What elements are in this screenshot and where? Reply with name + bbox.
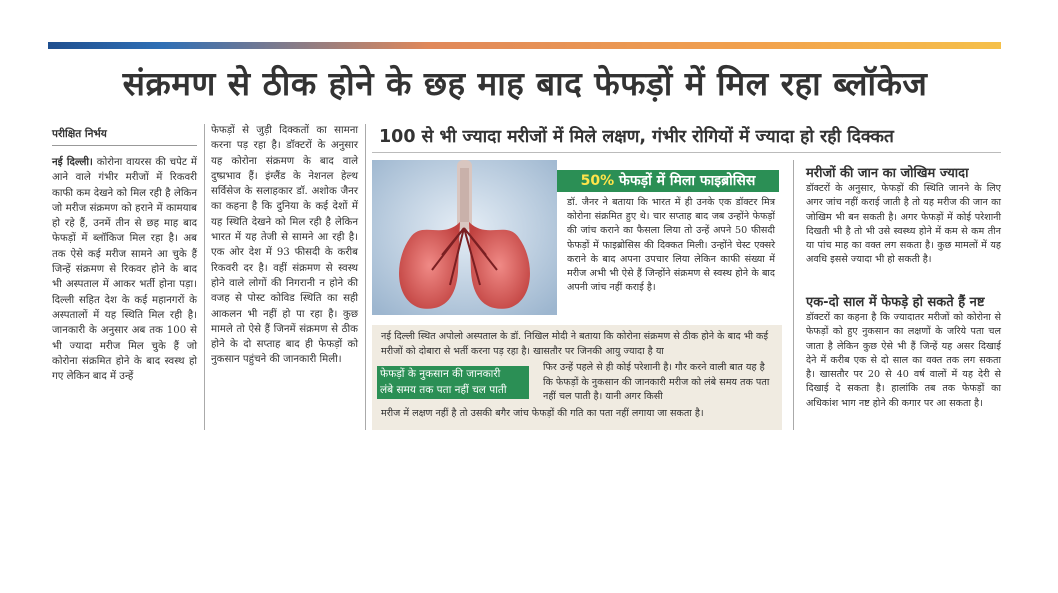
quote-box-last-line: मरीज में लक्षण नहीं है तो उसकी बगैर जांच फेफड़ों की गति का पता नहीं लगाया जा सकता है। <box>381 408 704 419</box>
fibrosis-percent: 50% <box>580 173 615 189</box>
fibrosis-text-block <box>567 196 775 295</box>
fibrosis-tag-text: फेफड़ों में मिला फाइब्रोसिस <box>614 173 756 189</box>
column-divider <box>365 124 366 430</box>
quote-box-line1: नई दिल्ली स्थित अपोलो अस्पताल के डॉ. निखिल मोदी ने बताया कि कोरोना संक्रमण से ठीक होने के बाद भी कई मरीजों को दोबारा से भर्ती करना पड़ रहा है। खासतौर पर जिनकी आयु ज्यादा है या <box>381 331 769 357</box>
lungs-icon <box>372 160 557 315</box>
masthead-color-bar <box>48 42 1001 49</box>
column-divider <box>204 124 205 430</box>
pull-quote <box>377 366 529 399</box>
fibrosis-text: डॉ. जैनर ने बताया कि भारत में ही उनके एक डॉक्टर मित्र कोरोना संक्रमित हुए थे। चार सप्ताह बाद जब उन्होंने फेफड़ों की जांच कराने का फैसला लिया तो उन्हें अपने 50 फीसदी फेफड़ों में फाइब्रोसिस की दिक्कत मिली। उन्होंने चेस्ट एक्सरे कराने के बाद अपना उपचार लिया लेकिन काफी संख्या में मरीज अभी भी ऐसे हैं जिन्होंने संक्रमण से स्वस्थ होने के बाद अपनी जांच नहीं कराई है। <box>567 197 775 294</box>
sub-headline: 100 से भी ज्यादा मरीजों में मिले लक्षण, गंभीर रोगियों में ज्यादा हो रही दिक्कत <box>379 127 894 147</box>
right-text-2: डॉक्टरों का कहना है कि ज्यादातर मरीजों को कोरोना से फेफड़ों को हुए नुकसान का लक्षणों के जरिये पता चल जाता है लेकिन कुछ ऐसे भी हैं जिन्हें यह असर दिखाई देने में करीब एक से दो साल का वक्त तक लग सकता है। खासतौर पर 20 से 40 वर्ष वालों में यह देरी से दिखाई दे सकता है। हालांकि तब तक फेफड़ों का अधिकांश भाग नष्ट होने की कगार पर आ सकता है। <box>806 312 1001 409</box>
right-heading-1: मरीजों की जान का जोखिम ज्यादा <box>806 166 969 181</box>
right-text-1: डॉक्टरों के अनुसार, फेफड़ों की स्थिति जानने के लिए अगर जांच नहीं कराई जाती है तो यह मरीज की जान का जोखिम भी बन सकती है। अगर फेफड़ों में कोई परेशानी दिखती भी है तो भी उसे स्वस्थ्य होने में कम से कम तीन या पांच माह का वक्त लग सकता है। कुछ मामलों में यह अवधि इससे ज्यादा भी हो सकती है। <box>806 183 1001 266</box>
column-2 <box>211 123 358 368</box>
right-heading-2: एक-दो साल में फेफड़े हो सकते हैं नष्ट <box>806 295 985 310</box>
dateline: नई दिल्ली। <box>52 156 93 168</box>
article-headline: संक्रमण से ठीक होने के छह माह बाद फेफड़ों में मिल रहा ब्लॉकेज <box>122 64 928 103</box>
lung-illustration <box>372 160 557 315</box>
fibrosis-tag <box>557 170 779 192</box>
column-2-text: फेफड़ों से जुड़ी दिक्कतों का सामना करना पड़ रहा है। डॉक्टरों के अनुसार यह कोरोना संक्रमण के बाद वाले दुष्प्रभाव हैं। इंग्लैंड के नेशनल हेल्थ सर्विसेज के सलाहकार डॉ. अशोक जैनर का कहना है कि दुनिया के कई देशों में यह स्थिति देखने को मिल रही है लेकिन भारत में यह तेजी से सामने आ रही है। एक ओर देश में 93 फीसदी के करीब रिकवरी दर है। वहीं संक्रमण से स्वस्थ होने वाले लोगों की निगरानी न होने की वजह से पोस्ट कोविड स्थिति का सही आकलन भी नहीं हो पा रहा है। कुछ मामले तो ऐसे हैं जिनमें संक्रमण से ठीक होने के दो सप्ताह बाद ही फेफड़ों को नुकसान पहुंचने की जानकारी मिली। <box>211 125 358 366</box>
pull-quote-line1: फेफड़ों के नुकसान की जानकारी <box>380 368 501 380</box>
column-divider <box>793 160 794 430</box>
byline: परीक्षित निर्भय <box>52 128 107 140</box>
subhead-rule <box>372 152 1001 153</box>
pull-quote-line2: लंबे समय तक पता नहीं चल पाती <box>380 384 507 396</box>
quote-box-right-text: फिर उन्हें पहले से ही कोई परेशानी है। गौर करने वाली बात यह है कि फेफड़ों के नुकसान की जानकारी मरीज को लंबे समय तक पता नहीं चल पाती है। यानी अगर किसी <box>543 362 770 402</box>
byline-rule <box>52 145 197 146</box>
column-1 <box>52 155 197 384</box>
column-1-text: कोरोना वायरस की चपेट में आने वाले गंभीर मरीजों में रिकवरी काफी कम देखने को मिल रही है लेकिन जो मरीज संक्रमण को हराने में कामयाब हो रहे हैं, उनमें तीन से छह माह बाद फेफड़ों में ब्लॉकिज मिल रहा है। अब तक ऐसे कई मरीज सामने आ चुके हैं जिन्हें संक्रमण से रिकवर होने के बाद भी अस्पताल में आकर भर्ती होना पड़ा। दिल्ली सहित देश के कई महानगरों के अस्पतालों में यह स्थिति मिल रही है। जानकारी के अनुसार अब तक 100 से भी ज्यादा मरीज मिल चुके हैं जो कोरोना संक्रमित होने के बाद स्वस्थ हो गए लेकिन बाद में उन्हें <box>52 157 197 383</box>
